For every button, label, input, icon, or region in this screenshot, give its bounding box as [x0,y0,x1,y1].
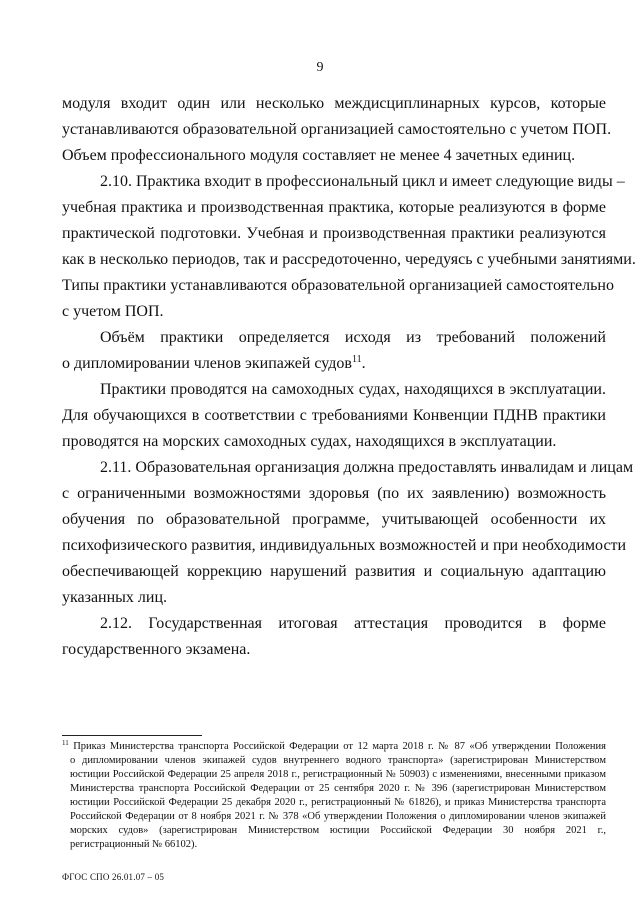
paragraph-line: Объём практики определяется исходя из требований положений [100,329,606,346]
footnote-line-text: Приказ Министерства транспорта Российской Федерации от 12 марта 2018 г. № 87 «Об утверждении Положения [73,741,607,752]
sentence-end: . [361,355,366,372]
paragraph-line: Объем профессионального модуля составляет не менее 4 зачетных единиц. [62,147,576,164]
footnote-line: морских судов» (зарегистрирован Министерством юстиции Российской Федерации 30 ноября 2021 г., [70,825,606,836]
paragraph-line: Типы практики устанавливаются образовательной организацией самостоятельно [62,277,614,294]
paragraph-line: проводятся на морских самоходных судах, находящихся в эксплуатации. [62,433,557,450]
footnote-line [62,741,606,753]
paragraph-line: обеспечивающей коррекцию нарушений развития и социальную адаптацию [62,563,606,580]
paragraph-line: 2.10. Практика входит в профессиональный цикл и имеет следующие виды – [100,173,625,190]
paragraph-line: государственного экзамена. [62,641,251,658]
footnote-line: юстиции Российской Федерации 25 декабря 2020 г., регистрационный № 61826), и приказ Министерства транспорта [70,797,606,808]
paragraph-line-with-footnote [62,354,606,374]
paragraph-line: практической подготовки. Учебная и производственная практики реализуются [62,225,606,242]
paragraph-line: 2.12. Государственная итоговая аттестация проводится в форме [100,615,606,632]
footnote-number: 11 [62,739,69,747]
paragraph-line: с ограниченными возможностями здоровья (по их заявлению) возможность [62,485,606,502]
paragraph-line: с учетом ПОП. [62,303,164,320]
paragraph-line: учебная практика и производственная практика, которые реализуются в форме [62,199,606,216]
paragraph-line: устанавливаются образовательной организацией самостоятельно с учетом ПОП. [62,121,612,138]
paragraph-line-text: о дипломировании членов экипажей судов [62,355,352,372]
paragraph-line: модуля входит один или несколько междисциплинарных курсов, которые [62,95,606,112]
footnote-line: регистрационный № 66102). [70,839,198,850]
paragraph-line: как в несколько периодов, так и рассредоточенно, чередуясь с учебными занятиями. [62,251,636,268]
paragraph-line: 2.11. Образовательная организация должна предоставлять инвалидам и лицам [100,459,634,476]
footnote-line: Российской Федерации от 8 ноября 2021 г. № 378 «Об утверждении Положения о дипломировании членов экипажей [70,811,606,822]
document-footer: ФГОС СПО 26.01.07 – 05 [62,872,165,882]
paragraph-line: психофизического развития, индивидуальных возможностей и при необходимости [62,537,627,554]
footnote-separator [62,735,202,736]
paragraph-line: Для обучающихся в соответствии с требованиями Конвенции ПДНВ практики [62,407,606,424]
footnote-line: юстиции Российской Федерации 25 апреля 2018 г., регистрационный № 50903) с изменениями, внесенными приказом [70,769,606,780]
footnote-reference[interactable]: 11 [351,354,362,365]
paragraph-line: обучения по образовательной программе, учитывающей особенности их [62,511,606,528]
paragraph-line: указанных лиц. [62,589,168,606]
footnote-line: Министерства транспорта Российской Федерации от 25 сентября 2020 г. № 396 (зарегистрирован Министерством [70,783,606,794]
footnote-line: о дипломировании членов экипажей судов внутреннего водного транспорта» (зарегистрирован Министерством [70,755,606,766]
page-number: 9 [316,60,324,75]
paragraph-line: Практики проводятся на самоходных судах, находящихся в эксплуатации. [100,381,606,398]
